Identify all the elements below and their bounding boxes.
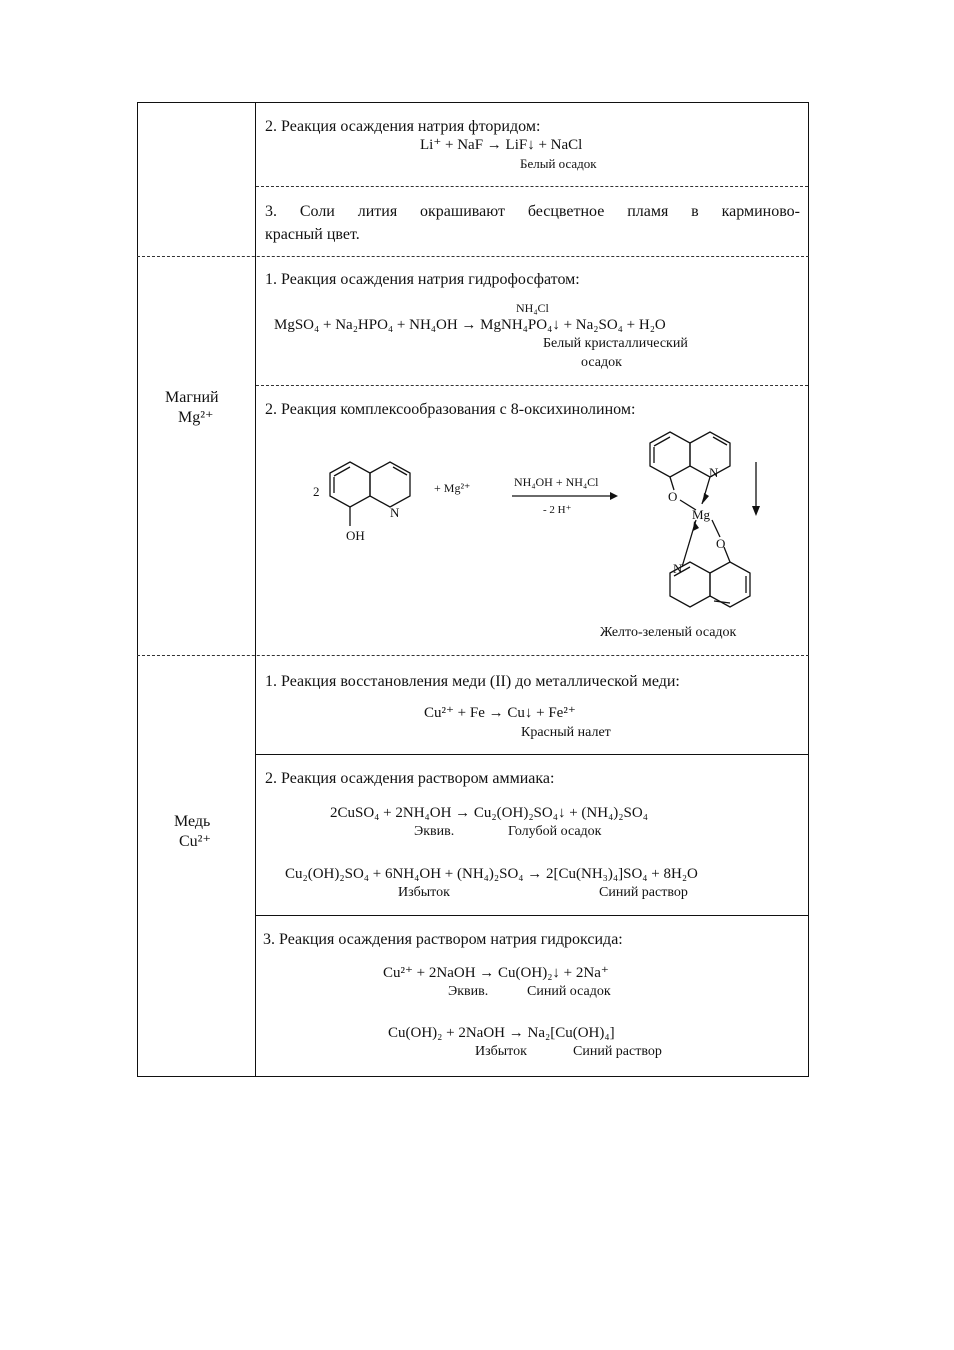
copper-reaction2-eq1-note-b: Голубой осадок (508, 824, 602, 839)
reaction-arrow (510, 490, 620, 502)
copper-reaction3-eq1-note-a: Эквив. (448, 984, 489, 999)
magnesium-ion: Mg²⁺ (178, 409, 214, 426)
copper-reaction3-eq2-note-b: Синий раствор (573, 1044, 662, 1059)
chelate-oxygen-upper: O (668, 489, 678, 504)
reaction-arrow-byproduct: - 2 H⁺ (543, 504, 572, 516)
reaction-arrow-reagent: NH₄OH + NH₄Cl (514, 475, 599, 489)
magnesium-precipitate-label: Желто-зеленый осадок (600, 625, 737, 640)
group-separator-lithium-magnesium (137, 256, 809, 257)
row-separator (256, 754, 808, 755)
chelate-nitrogen-lower: N (673, 561, 683, 576)
copper-reaction3-eq2-note-a: Избыток (475, 1044, 527, 1059)
magnesium-reaction1-catalyst: NH₄Cl (516, 301, 549, 315)
row-separator (256, 186, 808, 187)
magnesium-reaction1-note1: Белый кристаллический (543, 336, 688, 351)
lithium-reaction3-line1: 3. Соли лития окрашивают бесцветное пламя в карминово- (265, 203, 800, 220)
magnesium-reaction1-title: 1. Реакция осаждения натрия гидрофосфатом: (265, 271, 580, 288)
copper-name: Медь (174, 813, 211, 830)
copper-reaction3-equation1: Cu²⁺ + 2NaOH → Cu(OH)₂↓ + 2Na⁺ (383, 965, 609, 981)
group-separator-magnesium-copper (137, 655, 809, 656)
table-bottom-border (137, 1076, 809, 1077)
magnesium-name: Магний (165, 389, 219, 406)
column-divider (255, 102, 256, 1077)
table-right-border (808, 102, 809, 1077)
magnesium-reaction1-equation: MgSO₄ + Na₂HPO₄ + NH₄OH → MgNH₄PO₄↓ + Na₂SO₄ + H₂O (274, 317, 666, 333)
table-top-border (137, 102, 809, 103)
copper-reaction2-equation1: 2CuSO₄ + 2NH₄OH → Cu₂(OH)₂SO₄↓ + (NH₄)₂SO₄ (330, 805, 648, 821)
chelate-oxygen-lower: O (716, 536, 726, 551)
lithium-reaction2-equation: Li⁺ + NaF → LiF↓ + NaCl (420, 137, 583, 153)
copper-ion: Cu²⁺ (179, 833, 211, 850)
magnesium-reaction2-title: 2. Реакция комплексообразования с 8-оксихинолином: (265, 401, 636, 418)
copper-reaction2-title: 2. Реакция осаждения раствором аммиака: (265, 770, 555, 787)
table-left-border (137, 102, 138, 1077)
plus-magnesium-ion: + Mg²⁺ (434, 481, 471, 495)
copper-reaction1-equation: Cu²⁺ + Fe → Cu↓ + Fe²⁺ (424, 705, 576, 721)
chelate-magnesium: Mg (692, 507, 711, 522)
nitrogen-atom-label: N (390, 505, 400, 520)
coefficient-two: 2 (313, 484, 320, 499)
copper-reaction2-eq1-note-a: Эквив. (414, 824, 455, 839)
copper-reaction1-note: Красный налет (521, 725, 611, 740)
copper-reaction2-equation2: Cu₂(OH)₂SO₄ + 6NH₄OH + (NH₄)₂SO₄ → 2[Cu(NH₃)₄]SO₄ + 8H₂O (285, 866, 698, 882)
magnesium-reaction1-note2: осадок (581, 355, 622, 370)
row-separator (256, 915, 808, 916)
chelate-nitrogen-upper: N (709, 465, 719, 480)
hydroxyl-label: OH (346, 528, 365, 543)
lithium-reaction2-title: 2. Реакция осаждения натрия фторидом: (265, 118, 541, 135)
hydroxyquinoline-structure (300, 440, 440, 550)
copper-reaction2-eq2-note-a: Избыток (398, 885, 450, 900)
row-separator (256, 385, 808, 386)
copper-reaction3-title: 3. Реакция осаждения раствором натрия гидроксида: (263, 931, 623, 948)
lithium-reaction3-line2: красный цвет. (265, 226, 360, 243)
copper-reaction1-title: 1. Реакция восстановления меди (II) до металлической меди: (265, 673, 680, 690)
lithium-reaction2-note: Белый осадок (520, 156, 597, 171)
copper-reaction2-eq2-note-b: Синий раствор (599, 885, 688, 900)
copper-reaction3-eq1-note-b: Синий осадок (527, 984, 611, 999)
copper-reaction3-equation2: Cu(OH)₂ + 2NaOH → Na₂[Cu(OH)₄] (388, 1025, 615, 1041)
